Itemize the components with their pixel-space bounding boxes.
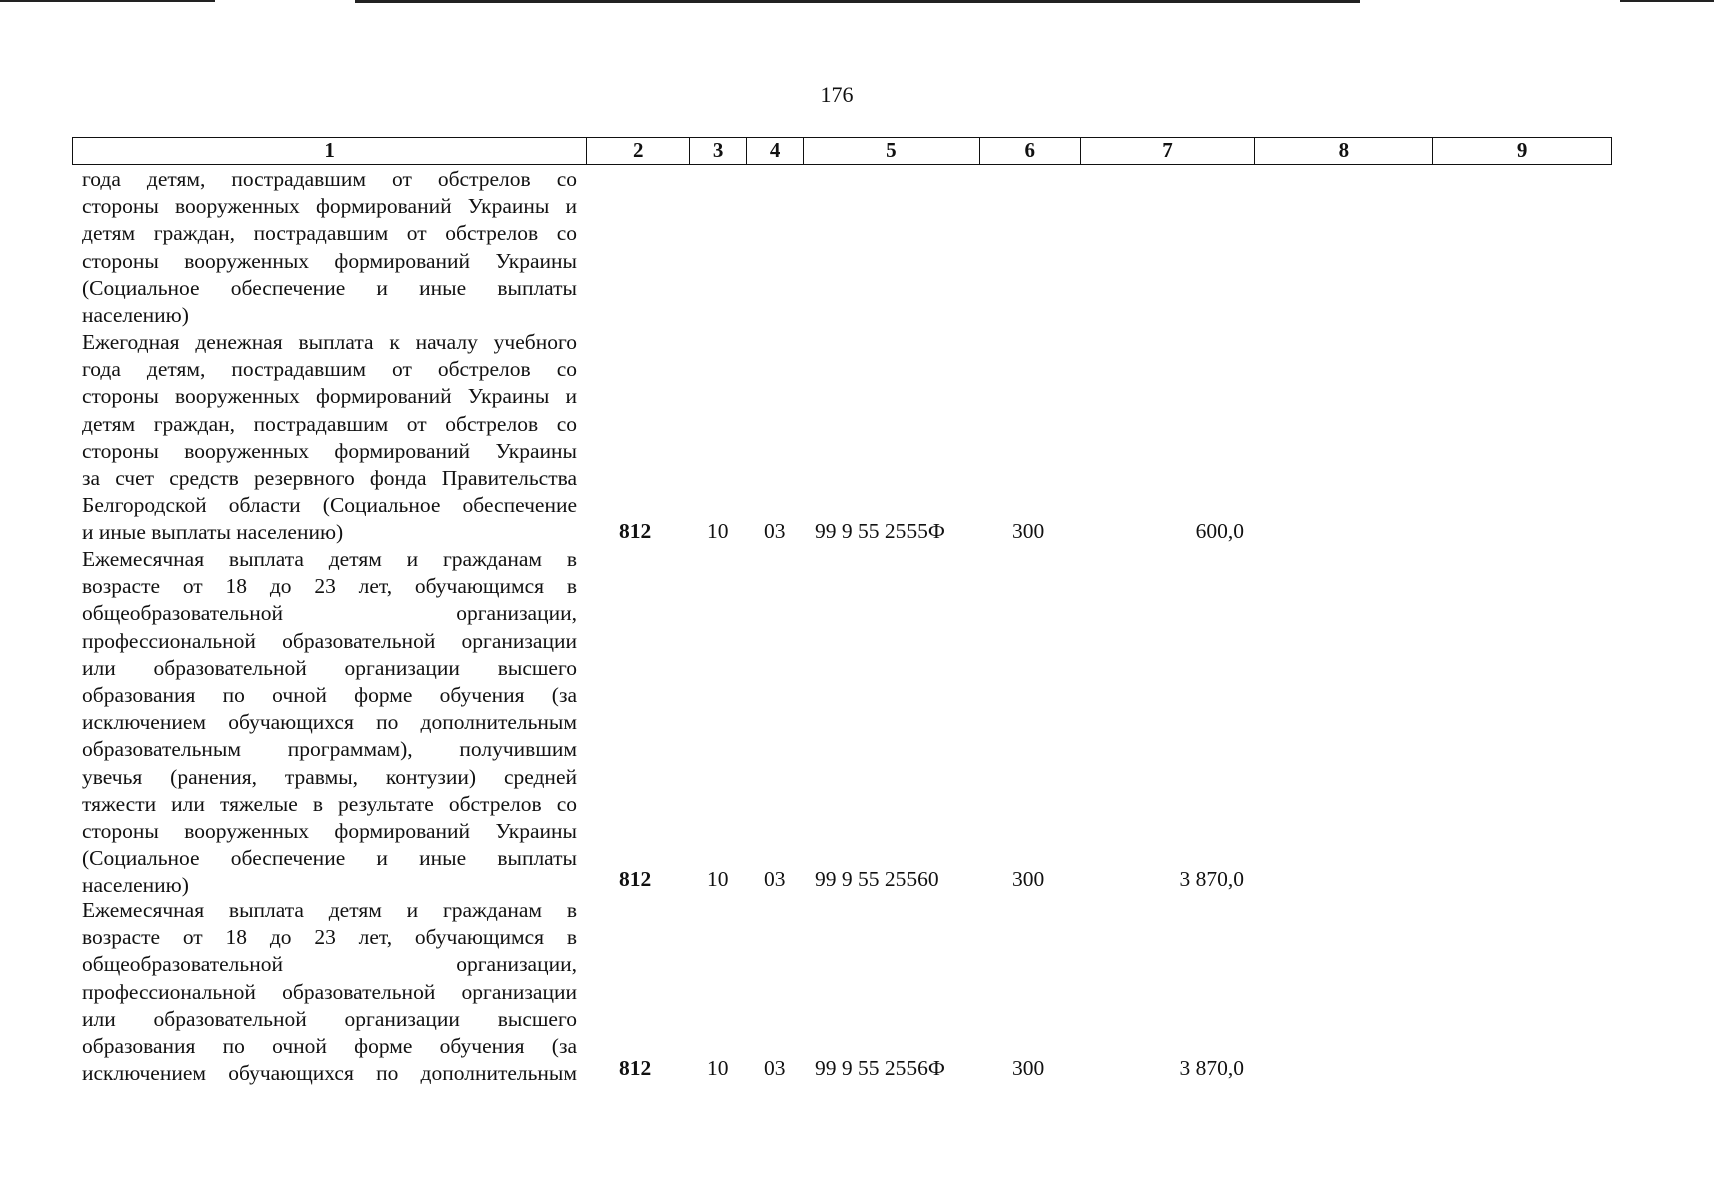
scan-edge-line [355, 0, 1360, 3]
header-col-1: 1 [73, 138, 587, 164]
text-line: за счет средств резервного фонда Правительства [82, 465, 577, 490]
col-5-value: 99 9 55 2555Ф [815, 519, 945, 543]
text-line: исключением обучающихся по дополнительным [82, 710, 577, 735]
text-line: (Социальное обеспечение и иные выплаты [82, 275, 577, 300]
text-line: детям граждан, пострадавшим от обстрелов со [82, 411, 577, 436]
text-line: детям граждан, пострадавшим от обстрелов со [82, 221, 577, 246]
col-3-value: 10 [707, 1056, 729, 1080]
header-col-6: 6 [980, 138, 1081, 164]
col-6-value: 300 [1012, 867, 1045, 891]
text-line: профессиональной образовательной организации [82, 628, 577, 653]
text-line: года детям, пострадавшим от обстрелов со [82, 167, 577, 191]
header-col-8: 8 [1255, 138, 1433, 164]
col-2-value: 812 [619, 867, 652, 891]
col-4-value: 03 [764, 867, 786, 891]
header-col-3: 3 [690, 138, 747, 164]
scan-edge-line [1620, 0, 1714, 2]
col-7-value: 600,0 [1195, 519, 1244, 543]
row-description [82, 329, 577, 547]
text-line: года детям, пострадавшим от обстрелов со [82, 357, 577, 382]
text-line: Ежемесячная выплата детям и гражданам в [82, 898, 577, 922]
text-line: и иные выплаты населению) [82, 520, 344, 545]
col-5-value: 99 9 55 2556Ф [815, 1056, 945, 1080]
col-7-value: 3 870,0 [1179, 1056, 1244, 1080]
col-5-value: 99 9 55 25560 [815, 867, 939, 891]
text-line: образовательным программам), получившим [82, 737, 577, 762]
page-number: 176 [820, 82, 854, 107]
text-line: стороны вооруженных формирований Украины и [82, 384, 577, 409]
text-line: Ежегодная денежная выплата к началу учебного [82, 330, 577, 354]
header-col-4: 4 [747, 138, 804, 164]
col-7-value: 3 870,0 [1179, 867, 1244, 891]
row-description [82, 546, 577, 899]
text-line: увечья (ранения, травмы, контузии) средней [82, 764, 577, 789]
col-2-value: 812 [619, 519, 652, 543]
header-col-5: 5 [804, 138, 980, 164]
header-col-7: 7 [1081, 138, 1256, 164]
text-line: образования по очной форме обучения (за [82, 682, 577, 707]
text-line: населению) [82, 873, 189, 898]
text-line: образования по очной форме обучения (за [82, 1033, 577, 1058]
text-line: стороны вооруженных формирований Украины [82, 818, 577, 843]
text-line: возрасте от 18 до 23 лет, обучающимся в [82, 925, 577, 950]
text-line: стороны вооруженных формирований Украины [82, 248, 577, 273]
col-6-value: 300 [1012, 519, 1045, 543]
table-row-values [0, 1055, 1714, 1082]
table-header-row [72, 137, 1612, 165]
text-line: возрасте от 18 до 23 лет, обучающимся в [82, 574, 577, 599]
scan-edge-line [0, 0, 215, 2]
header-col-9: 9 [1516, 138, 1528, 162]
col-6-value: 300 [1012, 1056, 1045, 1080]
text-line: или образовательной организации высшего [82, 1006, 577, 1031]
text-line: населению) [82, 302, 189, 327]
text-line: исключением обучающихся по дополнительным [82, 1061, 577, 1086]
col-4-value: 03 [764, 1056, 786, 1080]
text-line: стороны вооруженных формирований Украины и [82, 194, 577, 219]
text-line: или образовательной организации высшего [82, 655, 577, 680]
header-col-2: 2 [587, 138, 690, 164]
text-line: (Социальное обеспечение и иные выплаты [82, 846, 577, 871]
col-4-value: 03 [764, 519, 786, 543]
text-line: общеобразовательной организации, [82, 952, 577, 977]
text-line: стороны вооруженных формирований Украины [82, 438, 577, 463]
text-line: Белгородской области (Социальное обеспечение [82, 493, 577, 518]
table-row-values [0, 518, 1714, 545]
text-line: тяжести или тяжелые в результате обстрелов со [82, 791, 577, 816]
col-3-value: 10 [707, 519, 729, 543]
col-3-value: 10 [707, 867, 729, 891]
text-line: общеобразовательной организации, [82, 601, 577, 626]
table-row-values [0, 866, 1714, 893]
row-description [82, 166, 577, 329]
col-2-value: 812 [619, 1056, 652, 1080]
text-line: профессиональной образовательной организации [82, 979, 577, 1004]
text-line: Ежемесячная выплата детям и гражданам в [82, 547, 577, 571]
